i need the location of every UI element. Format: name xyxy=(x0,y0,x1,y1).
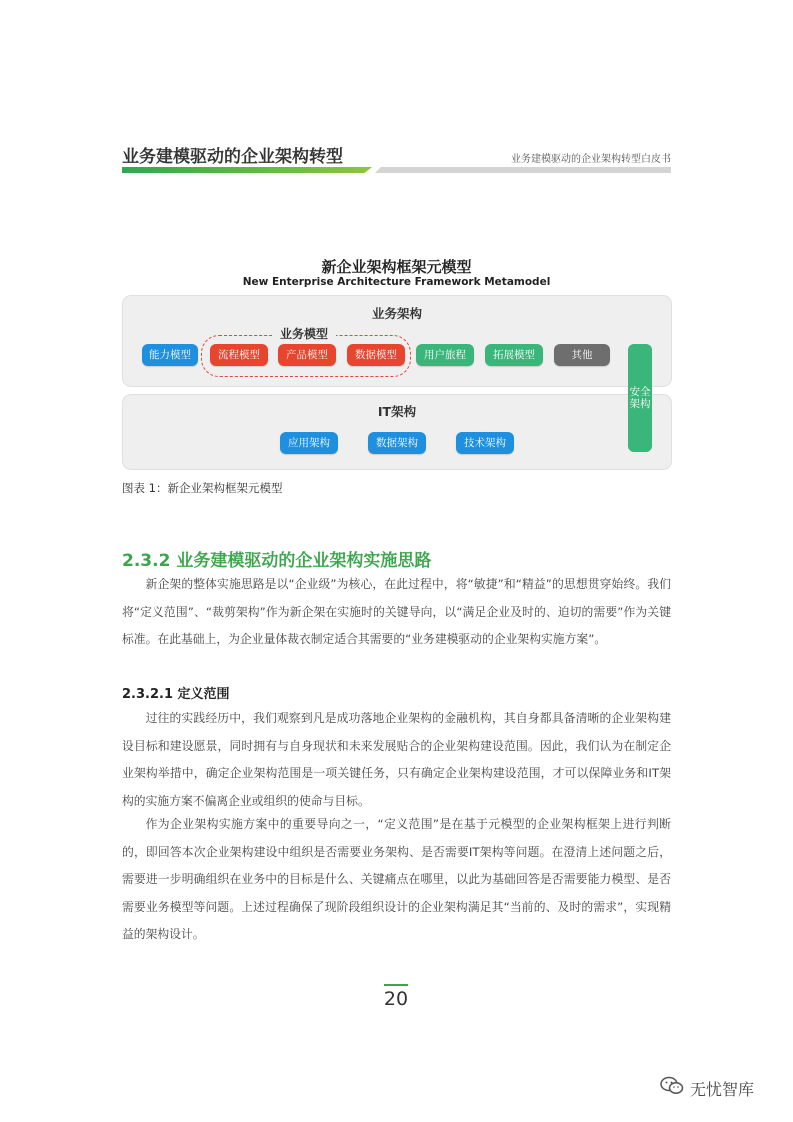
user-journey-pill: 用户旅程 xyxy=(416,344,474,366)
data-model-pill: 数据模型 xyxy=(347,344,405,366)
paragraph-3: 作为企业架构实施方案中的重要导向之一，“定义范围”是在基于元模型的企业架构框架上进行判断的，即回答本次企业架构建设中组织是否需要业务架构、是否需要IT架构等问题。在澄清上述问题之后，需要进一步明确组织在业务中的目标是什么、关键痛点在哪里，以此为基础回答是否需要能力模型、是否需要业务模型等问题。上述过程确保了现阶段组织设计的企业架构满足其“当前的、及时的需求”，实现精益的架构设计。 xyxy=(122,817,671,941)
security-architecture-bar: 安全架构 xyxy=(628,344,652,452)
header-subtitle: 业务建模驱动的企业架构转型白皮书 xyxy=(511,154,671,165)
other-pill: 其他 xyxy=(554,344,610,366)
header-bar-green xyxy=(122,167,372,173)
data-architecture-pill: 数据架构 xyxy=(368,432,426,454)
paragraph-1: 新企架的整体实施思路是以“企业级”为核心，在此过程中，将“敏捷”和“精益”的思想贯穿始终。我们将“定义范围”、“裁剪架构”作为新企架在实施时的关键导向，以“满足企业及时的、迫切的需要”作为关键标准。在此基础上，为企业量体裁衣制定适合其需要的“业务建模驱动的企业架构实施方案”。 xyxy=(122,577,671,646)
business-architecture-label: 业务架构 xyxy=(371,306,422,321)
page-number-accent xyxy=(384,984,408,986)
extension-model-pill: 拓展模型 xyxy=(485,344,543,366)
application-architecture-pill: 应用架构 xyxy=(280,432,338,454)
header-bar-gray xyxy=(375,167,671,173)
watermark xyxy=(660,1076,754,1100)
watermark-text: 无忧智库 xyxy=(690,1079,755,1099)
wechat-icon xyxy=(660,1076,684,1100)
figure-title: 新企业架构框架元模型 xyxy=(321,258,472,276)
figure-caption: 图表 1：新企业架构框架元模型 xyxy=(122,481,283,495)
figure-subtitle: New Enterprise Architecture Framework Metamodel xyxy=(242,276,551,288)
process-model-pill: 流程模型 xyxy=(210,344,268,366)
paragraph-2: 过往的实践经历中，我们观察到凡是成功落地企业架构的金融机构，其自身都具备清晰的企业架构建设目标和建设愿景，同时拥有与自身现状和未来发展贴合的企业架构建设范围。因此，我们认为在制定企业架构举措中，确定企业架构范围是一项关键任务，只有确定企业架构建设范围，才可以保障业务和IT架构的实施方案不偏离企业或组织的使命与目标。 xyxy=(122,711,671,808)
section-heading: 2.3.2 业务建模驱动的企业架构实施思路 xyxy=(122,551,432,571)
capability-model-pill: 能力模型 xyxy=(142,344,198,366)
it-architecture-label: IT架构 xyxy=(377,404,417,419)
product-model-pill: 产品模型 xyxy=(278,344,336,366)
technology-architecture-pill: 技术架构 xyxy=(456,432,514,454)
business-model-label: 业务模型 xyxy=(272,325,336,342)
header-title: 业务建模驱动的企业架构转型 xyxy=(122,147,343,167)
page-number: 20 xyxy=(383,988,409,1010)
subsection-heading: 2.3.2.1 定义范围 xyxy=(122,687,230,702)
